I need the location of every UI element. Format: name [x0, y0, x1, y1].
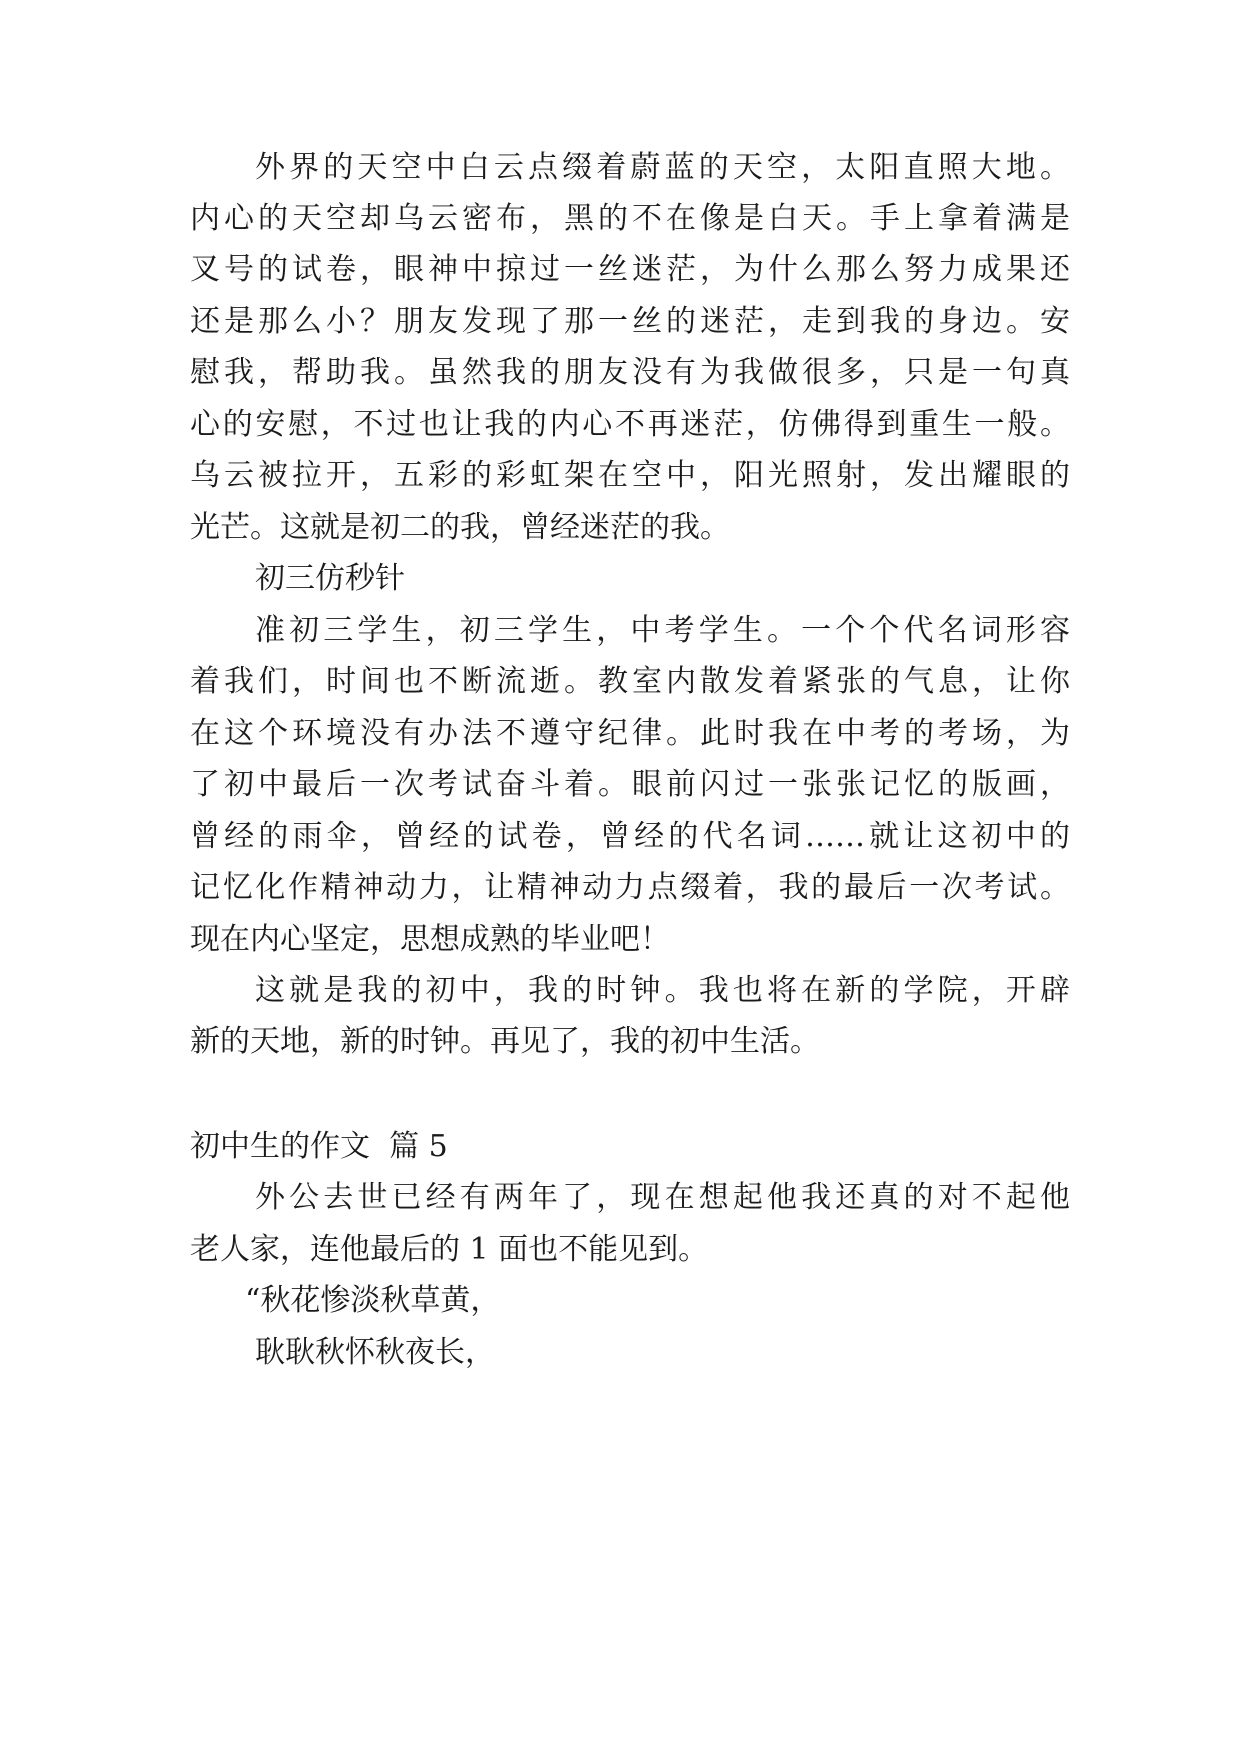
paragraph-line: 记忆化作精神动力，让精神动力点缀着，我的最后一次考试。 — [190, 870, 1070, 905]
paragraph-line: 在这个环境没有办法不遵守纪律。此时我在中考的考场，为 — [190, 716, 1070, 751]
paragraph-line: 心的安慰，不过也让我的内心不再迷茫，仿佛得到重生一般。 — [190, 407, 1070, 442]
subheading: 初三仿秒针 — [255, 561, 405, 596]
section-title: 初中生的作文 篇 5 — [190, 1129, 448, 1164]
poem-line: “秋花惨淡秋草黄， — [245, 1283, 501, 1318]
paragraph-line: 着我们，时间也不断流逝。教室内散发着紧张的气息，让你 — [190, 664, 1070, 699]
paragraph-line: 乌云被拉开，五彩的彩虹架在空中，阳光照射，发出耀眼的 — [190, 458, 1070, 493]
paragraph-line: 外界的天空中白云点缀着蔚蓝的天空，太阳直照大地。 — [255, 150, 1070, 185]
paragraph-line: 新的天地，新的时钟。再见了，我的初中生活。 — [190, 1024, 820, 1059]
paragraph-line: 外公去世已经有两年了，现在想起他我还真的对不起他 — [255, 1180, 1070, 1215]
paragraph-line: 曾经的雨伞，曾经的试卷，曾经的代名词……就让这初中的 — [190, 819, 1070, 854]
paragraph-line: 内心的天空却乌云密布，黑的不在像是白天。手上拿着满是 — [190, 201, 1070, 236]
poem-line: 耿耿秋怀秋夜长， — [255, 1335, 495, 1370]
paragraph-line: 还是那么小？朋友发现了那一丝的迷茫，走到我的身边。安 — [190, 304, 1070, 339]
paragraph-line: 叉号的试卷，眼神中掠过一丝迷茫，为什么那么努力成果还 — [190, 252, 1070, 287]
paragraph-line: 慰我，帮助我。虽然我的朋友没有为我做很多，只是一句真 — [190, 355, 1070, 390]
paragraph-line: 光芒。这就是初二的我，曾经迷茫的我。 — [190, 510, 730, 545]
paragraph-line: 准初三学生，初三学生，中考学生。一个个代名词形容 — [255, 613, 1070, 648]
paragraph-line: 现在内心坚定，思想成熟的毕业吧！ — [190, 922, 670, 957]
paragraph-line: 这就是我的初中，我的时钟。我也将在新的学院，开辟 — [255, 973, 1070, 1008]
paragraph-line: 了初中最后一次考试奋斗着。眼前闪过一张张记忆的版画， — [190, 767, 1070, 802]
paragraph-line: 老人家，连他最后的 1 面也不能见到。 — [190, 1232, 709, 1267]
